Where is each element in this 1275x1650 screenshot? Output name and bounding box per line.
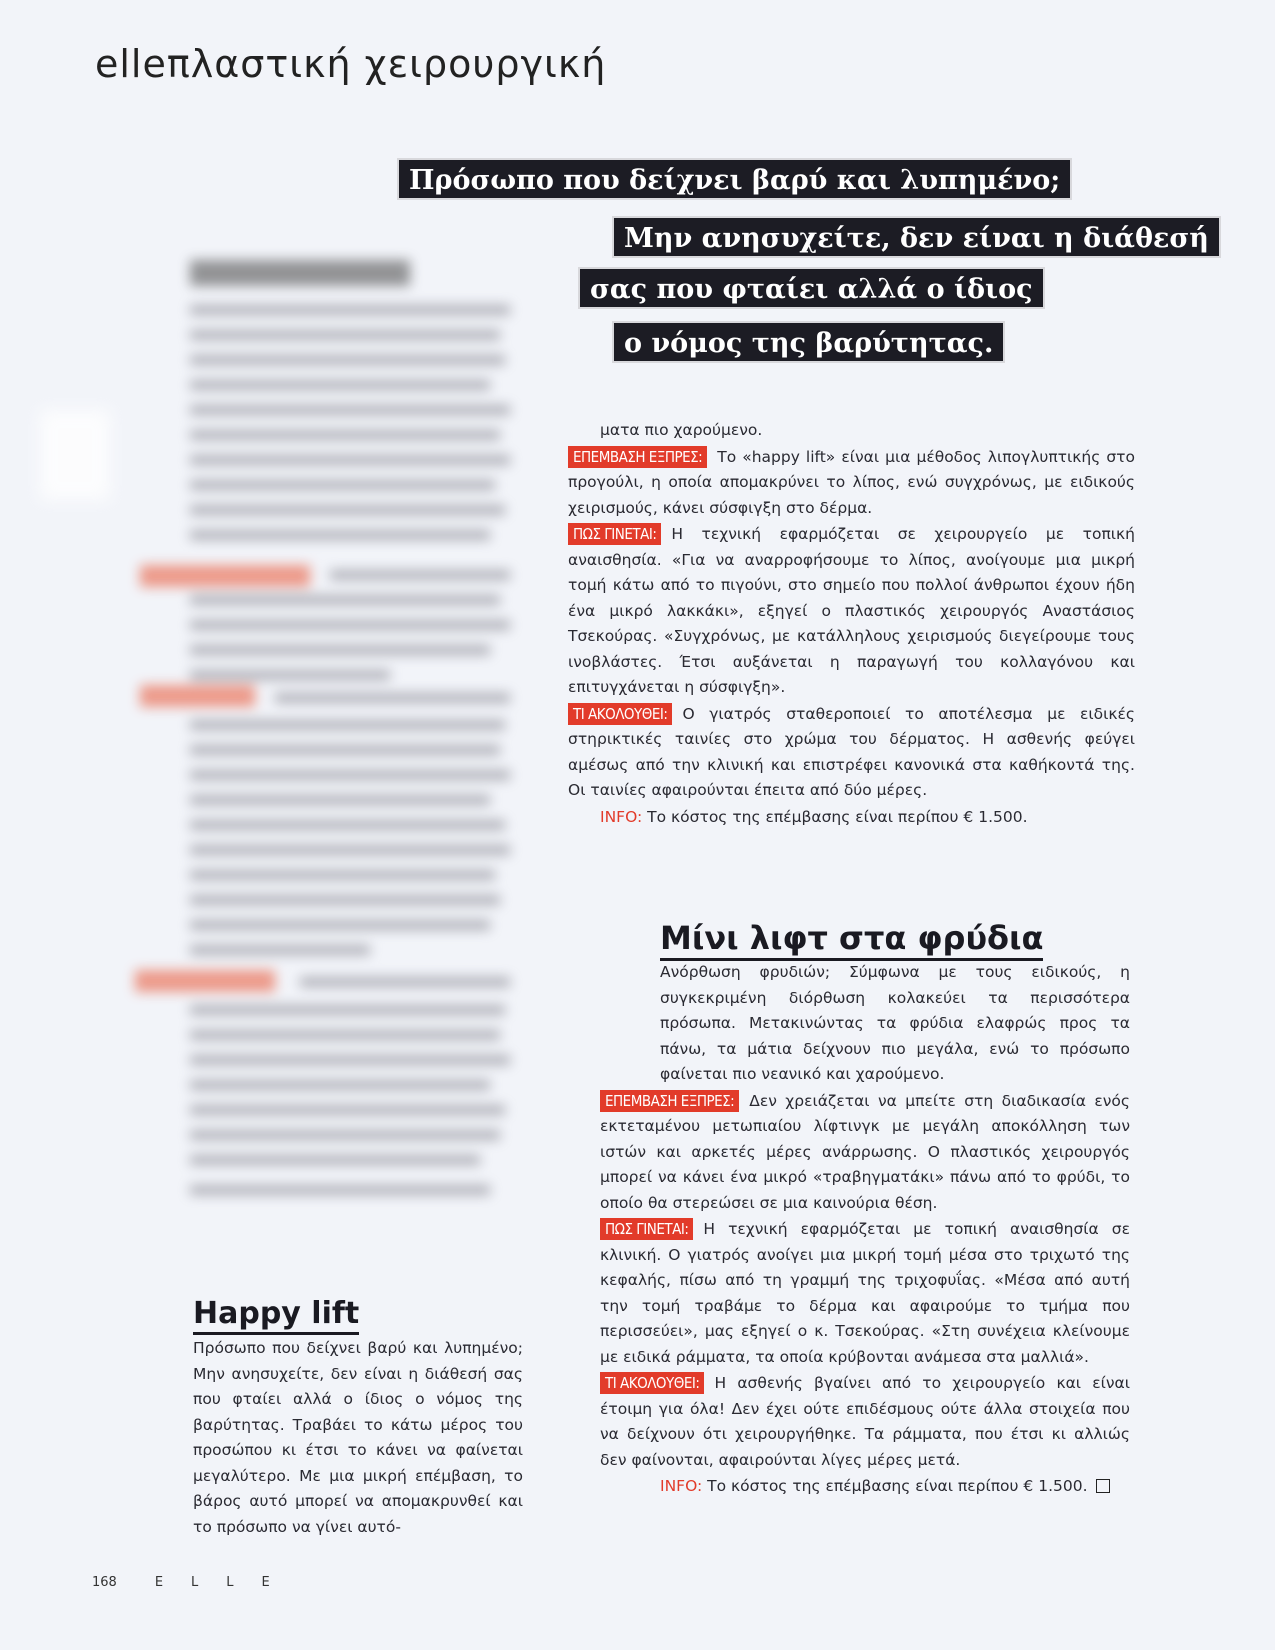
after-label: ΤΙ ΑΚΟΛΟΥΘΕΙ: <box>568 703 672 725</box>
headline-line-2: Μην ανησυχείτε, δεν είναι η διάθεσή <box>612 216 1221 258</box>
how-label: ΠΩΣ ΓΙΝΕΤΑΙ: <box>568 523 661 545</box>
after-label: ΤΙ ΑΚΟΛΟΥΘΕΙ: <box>600 1372 704 1394</box>
brow-lift-express <box>600 1089 1130 1217</box>
blurred-heading <box>190 260 410 286</box>
brow-lift-title: Μίνι λιφτ στα φρύδια <box>660 918 1043 961</box>
brow-lift-info <box>660 1474 1130 1500</box>
express-label: ΕΠΕΜΒΑΣΗ ΕΞΠΡΕΣ: <box>600 1090 739 1112</box>
happy-lift-after <box>568 702 1135 804</box>
happy-lift-body <box>568 418 1135 830</box>
magazine-name: ELLE <box>154 1575 298 1590</box>
happy-lift-intro: Πρόσωπο που δείχνει βαρύ και λυπημένο; Μην ανησυχείτε, δεν είναι η διάθεσή σας που φταίει αλλά ο ίδιος ο νόμος της βαρύτητας. Τραβάει το κάτω μέρος του προσώπου κι έτσι το κάνει να φαίνεται μεγαλύτερο. Με μια μικρή επέμβαση, το βάρος αυτό μπορεί να απομακρυνθεί και το πρόσωπο να γίνει αυτό- <box>193 1339 523 1536</box>
express-text: Δεν χρειάζεται να μπείτε στη διαδικασία ενός εκτεταμένου μετωπιαίου λίφτινγκ με μεγάλη αποκόλληση των ιστών και αρκετές μέρες ανάρρωσης. Ο πλαστικός χειρουργός μπορεί να κάνει ένα μικρό «τραβηγματάκι» πάνω από το φρύδι, το οποίο θα στερεώσει σε μια καινούρια θέση. <box>600 1091 1130 1212</box>
brow-lift-body <box>600 960 1130 1500</box>
blurred-label <box>135 970 275 992</box>
blurred-graphic <box>40 410 110 500</box>
end-mark-icon <box>1096 1479 1110 1493</box>
brow-lift-how <box>600 1217 1130 1370</box>
after-text: Η ασθενής βγαίνει από το χειρουργείο και είναι έτοιμη για όλα! Δεν έχει ούτε επιδέσμους ούτε άλλα στοιχεία που να δείχνουν ότι χειρουργήθηκε. Τα ράμματα, που έτσι κι αλλιώς δεν φαίνονται, αφαιρούνται λίγες μέρες μετά. <box>600 1374 1130 1469</box>
express-text: Το «happy lift» είναι μια μέθοδος λιπογλυπτικής στο προγούλι, η οποία απομακρύνει το λίπος, ενώ συγχρόνως, με ειδικούς χειρισμούς, κάνει σύσφιγξη στο δέρμα. <box>568 447 1135 517</box>
blurred-column <box>190 225 530 1285</box>
happy-lift-info <box>600 805 1135 831</box>
happy-lift-express <box>568 445 1135 522</box>
blurred-label <box>140 565 310 587</box>
blurred-label <box>140 685 255 707</box>
page-footer <box>92 1575 298 1590</box>
brow-lift-after <box>600 1371 1130 1473</box>
brow-lift-intro: Ανόρθωση φρυδιών; Σύμφωνα με τους ειδικούς, η συγκεκριμένη διόρθωση κολακεύει τα περισσότερα πρόσωπα. Μετακινώντας τα φρύδια ελαφρώς προς τα πάνω, τα μάτια δείχνουν πιο μεγάλα, ενώ το πρόσωπο φαίνεται πιο νεανικό και χαρούμενο. <box>660 963 1130 1083</box>
info-text: Το κόστος της επέμβασης είναι περίπου € 1.500. <box>707 1477 1088 1495</box>
happy-lift-how <box>568 522 1135 701</box>
how-text: Η τεχνική εφαρμόζεται σε χειρουργείο με τοπική αναισθησία. «Για να αναρροφήσουμε το λίπος, ανοίγουμε μια μικρή τομή κάτω από το πιγούνι, στο σημείο που πολλοί άνθρωποι έχουν ήδη ένα μικρό λακκάκι», εξηγεί ο πλαστικός χειρουργός Αναστάσιος Τσεκούρας. «Συγχρόνως, με κατάλληλους χειρισμούς διεγείρουμε τους ινοβλάστες. Έτσι αυξάνεται η παραγωγή του κολλαγόνου και επιτυγχάνεται η σύσφιγξη». <box>568 525 1135 696</box>
happy-lift-title: Happy lift <box>193 1296 359 1335</box>
info-label: INFO: <box>600 807 643 826</box>
headline-line-1: Πρόσωπο που δείχνει βαρύ και λυπημένο; <box>397 158 1072 200</box>
headline-line-3: σας που φταίει αλλά ο ίδιος <box>578 267 1045 309</box>
happy-lift-continued: ματα πιο χαρούμενο. <box>600 421 763 439</box>
how-text: Η τεχνική εφαρμόζεται με τοπική αναισθησία σε κλινική. Ο γιατρός ανοίγει μια μικρή τομή μέσα στο τριχωτό της κεφαλής, πίσω από τη γραμμή της τριχοφυΐας. «Μέσα από αυτή την τομή τραβάμε το δέρμα και αφαιρούμε το τμήμα που περισσεύει», μας εξηγεί ο κ. Τσεκούρας. «Στη συνέχεια κλείνουμε με ειδικά ράμματα, τα οποία κρύβονται ανάμεσα στα μαλλιά». <box>600 1220 1130 1366</box>
headline-line-4: ο νόμος της βαρύτητας. <box>612 321 1005 363</box>
express-label: ΕΠΕΜΒΑΣΗ ΕΞΠΡΕΣ: <box>568 446 707 468</box>
how-label: ΠΩΣ ΓΙΝΕΤΑΙ: <box>600 1218 693 1240</box>
after-text: Ο γιατρός σταθεροποιεί το αποτέλεσμα με ειδικές στηρικτικές ταινίες στο χρώμα του δέρματος. Η ασθενής φεύγει αμέσως από την κλινική και επιστρέφει κανονικά στα καθήκοντά της. Οι ταινίες αφαιρούνται έπειτα από δύο μέρες. <box>568 704 1135 799</box>
page-number: 168 <box>92 1575 117 1590</box>
info-text: Το κόστος της επέμβασης είναι περίπου € 1.500. <box>647 807 1028 826</box>
info-label: INFO: <box>660 1477 703 1495</box>
section-title: elleπλαστική χειρουργική <box>95 42 607 86</box>
